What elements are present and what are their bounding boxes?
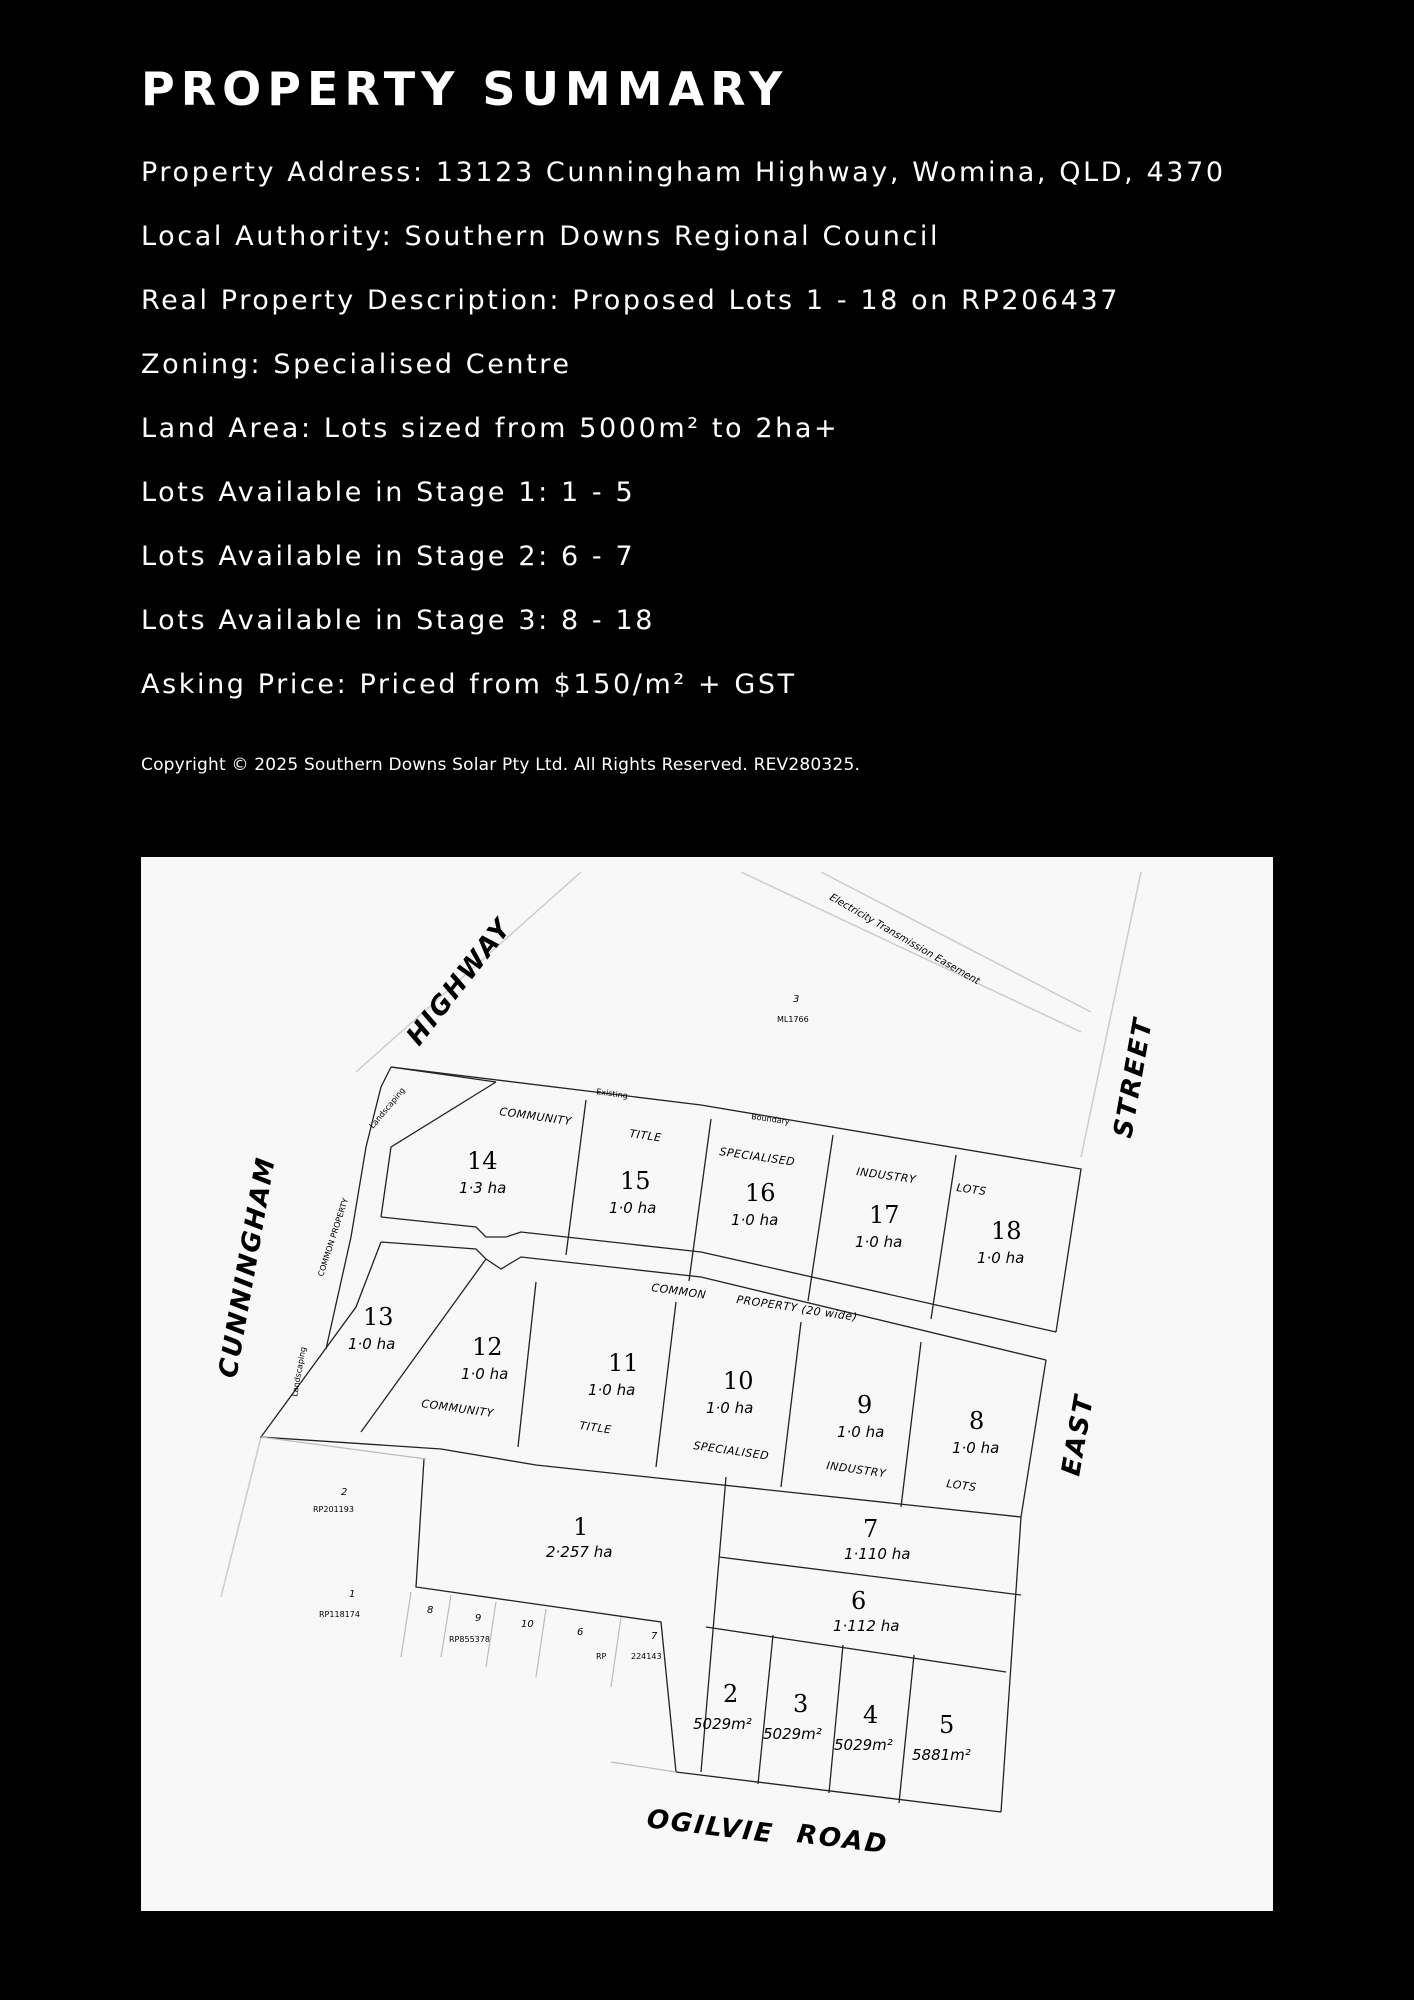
lot-13-number: 13 (363, 1303, 394, 1331)
lot-1-number: 1 (573, 1513, 589, 1541)
adjacent-lot-label: 7 (651, 1631, 658, 1642)
local-authority: Local Authority: Southern Downs Regional Council (141, 221, 941, 252)
adjacent-lot-label: 6 (577, 1627, 584, 1638)
lot-7-area: 1·110 ha (844, 1545, 911, 1563)
title-bottom-label: TITLE (578, 1419, 613, 1437)
lot-5-number: 5 (939, 1711, 955, 1739)
lot-16-number: 16 (745, 1179, 776, 1207)
lots-top-label: LOTS (955, 1181, 988, 1199)
east-boundary-upper (1021, 1360, 1046, 1517)
east-boundary-lower (1001, 1517, 1021, 1812)
lot10-9-divider (781, 1322, 801, 1487)
parcel-2-ref: RP201193 (313, 1505, 354, 1514)
lot-9-area: 1·0 ha (837, 1423, 885, 1441)
land-area: Land Area: Lots sized from 5000m² to 2ha+ (141, 413, 840, 444)
common-property-left-label: COMMON PROPERTY (316, 1197, 351, 1278)
lot17-18-divider (931, 1155, 956, 1319)
road-cunningham: CUNNINGHAM (213, 1154, 282, 1381)
easement-line-2 (821, 872, 1091, 1012)
lot-3-area: 5029m² (763, 1725, 822, 1743)
parcel-1-number: 1 (349, 1589, 356, 1600)
width-label: (20 wide) (800, 1303, 859, 1324)
adjacent-lot-label: 10 (521, 1619, 534, 1630)
lot12-11-divider (518, 1282, 536, 1447)
property-label: PROPERTY (735, 1293, 799, 1315)
lot-13-area: 1·0 ha (348, 1335, 396, 1353)
lot-11-number: 11 (608, 1349, 639, 1377)
adjacent-lot-label: 9 (475, 1613, 482, 1624)
zoning: Zoning: Specialised Centre (141, 349, 572, 380)
adjacent-lot-label: 8 (427, 1605, 434, 1616)
lot-17-number: 17 (869, 1201, 900, 1229)
top-boundary (391, 1067, 1081, 1332)
lot2-3-divider (758, 1635, 773, 1784)
road-east: EAST (1056, 1391, 1101, 1479)
existing-label: Existing (595, 1087, 629, 1101)
road-ogilvie: OGILVIE (645, 1804, 776, 1850)
subdivision-plan-drawing (141, 857, 1273, 1911)
easement-line-1 (741, 872, 1081, 1032)
adjacent-line-6 (611, 1617, 621, 1687)
subdivision-plan (141, 857, 1273, 1911)
community-top-label: COMMUNITY (498, 1105, 573, 1129)
lot-8-number: 8 (969, 1407, 985, 1435)
road-road: ROAD (795, 1819, 890, 1861)
easement-label: Electricity Transmission Easement (827, 892, 982, 988)
title-top-label: TITLE (628, 1127, 663, 1145)
lot16-17-divider (808, 1135, 833, 1301)
middle-row-bottom (261, 1242, 1021, 1517)
adjacent-line-5 (536, 1609, 546, 1677)
parcel-2-number: 2 (341, 1487, 348, 1498)
lot-11-area: 1·0 ha (588, 1381, 636, 1399)
road-highway: HIGHWAY (400, 912, 519, 1052)
lot-10-area: 1·0 ha (706, 1399, 754, 1417)
asking-price: Asking Price: Priced from $150/m² + GST (141, 669, 797, 700)
specialised-bottom-label: SPECIALISED (692, 1439, 770, 1463)
lot1-boundary (416, 1459, 676, 1772)
lot-7-number: 7 (863, 1515, 879, 1543)
industry-bottom-label: INDUSTRY (825, 1459, 887, 1481)
adjacent-line-3 (441, 1595, 451, 1657)
lot4-5-divider (899, 1655, 914, 1803)
lot-4-area: 5029m² (834, 1736, 893, 1754)
lot-6-number: 6 (851, 1587, 867, 1615)
boundary-label: Boundary (750, 1112, 791, 1127)
lot-12-number: 12 (472, 1333, 503, 1361)
lot-16-area: 1·0 ha (731, 1211, 779, 1229)
lot-10-number: 10 (723, 1367, 754, 1395)
lot-5-area: 5881m² (912, 1746, 971, 1764)
lot14-top (391, 1067, 496, 1082)
lot-1-area: 2·257 ha (546, 1543, 613, 1561)
lot-15-area: 1·0 ha (609, 1199, 657, 1217)
lots-bottom-label: LOTS (945, 1477, 978, 1495)
common-property-top (381, 1217, 1056, 1332)
parcel-1-ref: RP118174 (319, 1610, 360, 1619)
rp-number-label: 224143 (631, 1652, 662, 1661)
real-property-description: Real Property Description: Proposed Lots 1 - 18 on RP206437 (141, 285, 1121, 316)
parcel-3-ref: ML1766 (777, 1015, 809, 1024)
ogilvie-frontage (676, 1772, 1001, 1812)
lot-6-area: 1·112 ha (833, 1617, 900, 1635)
rp-label: RP (596, 1652, 607, 1661)
lot9-8-divider (901, 1342, 921, 1507)
lot-8-area: 1·0 ha (952, 1439, 1000, 1457)
lot11-10-divider (656, 1302, 676, 1467)
lot15-16-divider (689, 1119, 711, 1281)
specialised-top-label: SPECIALISED (718, 1145, 796, 1169)
lot-2-area: 5029m² (693, 1715, 752, 1733)
lot-12-area: 1·0 ha (461, 1365, 509, 1383)
landscaping-top-label: Landscaping (367, 1085, 407, 1131)
property-address: Property Address: 13123 Cunningham Highway, Womina, QLD, 4370 (141, 157, 1226, 188)
stage-2-lots: Lots Available in Stage 2: 6 - 7 (141, 541, 636, 572)
property-details-list (141, 153, 1226, 729)
lot-15-number: 15 (620, 1167, 651, 1195)
lot-3-number: 3 (793, 1690, 809, 1718)
adjacent-line-7 (611, 1762, 676, 1772)
common-label: COMMON (650, 1281, 708, 1302)
lot-14-area: 1·3 ha (459, 1179, 507, 1197)
lot-18-area: 1·0 ha (977, 1249, 1025, 1267)
industry-top-label: INDUSTRY (855, 1165, 917, 1187)
lot-18-number: 18 (991, 1217, 1022, 1245)
lot-9-number: 9 (857, 1391, 873, 1419)
community-bottom-label: COMMUNITY (420, 1397, 495, 1421)
adjacent-line-1 (261, 1437, 426, 1459)
stage-3-lots: Lots Available in Stage 3: 8 - 18 (141, 605, 656, 636)
lot-4-number: 4 (863, 1701, 879, 1729)
landscaping-left-label: Landscaping (290, 1346, 308, 1398)
adjacent-line-2 (401, 1592, 411, 1657)
lot-17-area: 1·0 ha (855, 1233, 903, 1251)
lot-14-number: 14 (467, 1147, 498, 1175)
lot3-4-divider (829, 1645, 843, 1793)
parcel-3-number: 3 (793, 994, 800, 1005)
road-street: STREET (1108, 1015, 1160, 1141)
lot-2-number: 2 (723, 1680, 739, 1708)
stage-1-lots: Lots Available in Stage 1: 1 - 5 (141, 477, 636, 508)
page-title: PROPERTY SUMMARY (141, 62, 789, 116)
rp-small-label: RP855378 (449, 1635, 490, 1644)
cunningham-edge-line (221, 1437, 261, 1597)
copyright-notice: Copyright © 2025 Southern Downs Solar Pty Ltd. All Rights Reserved. REV280325. (141, 755, 861, 775)
